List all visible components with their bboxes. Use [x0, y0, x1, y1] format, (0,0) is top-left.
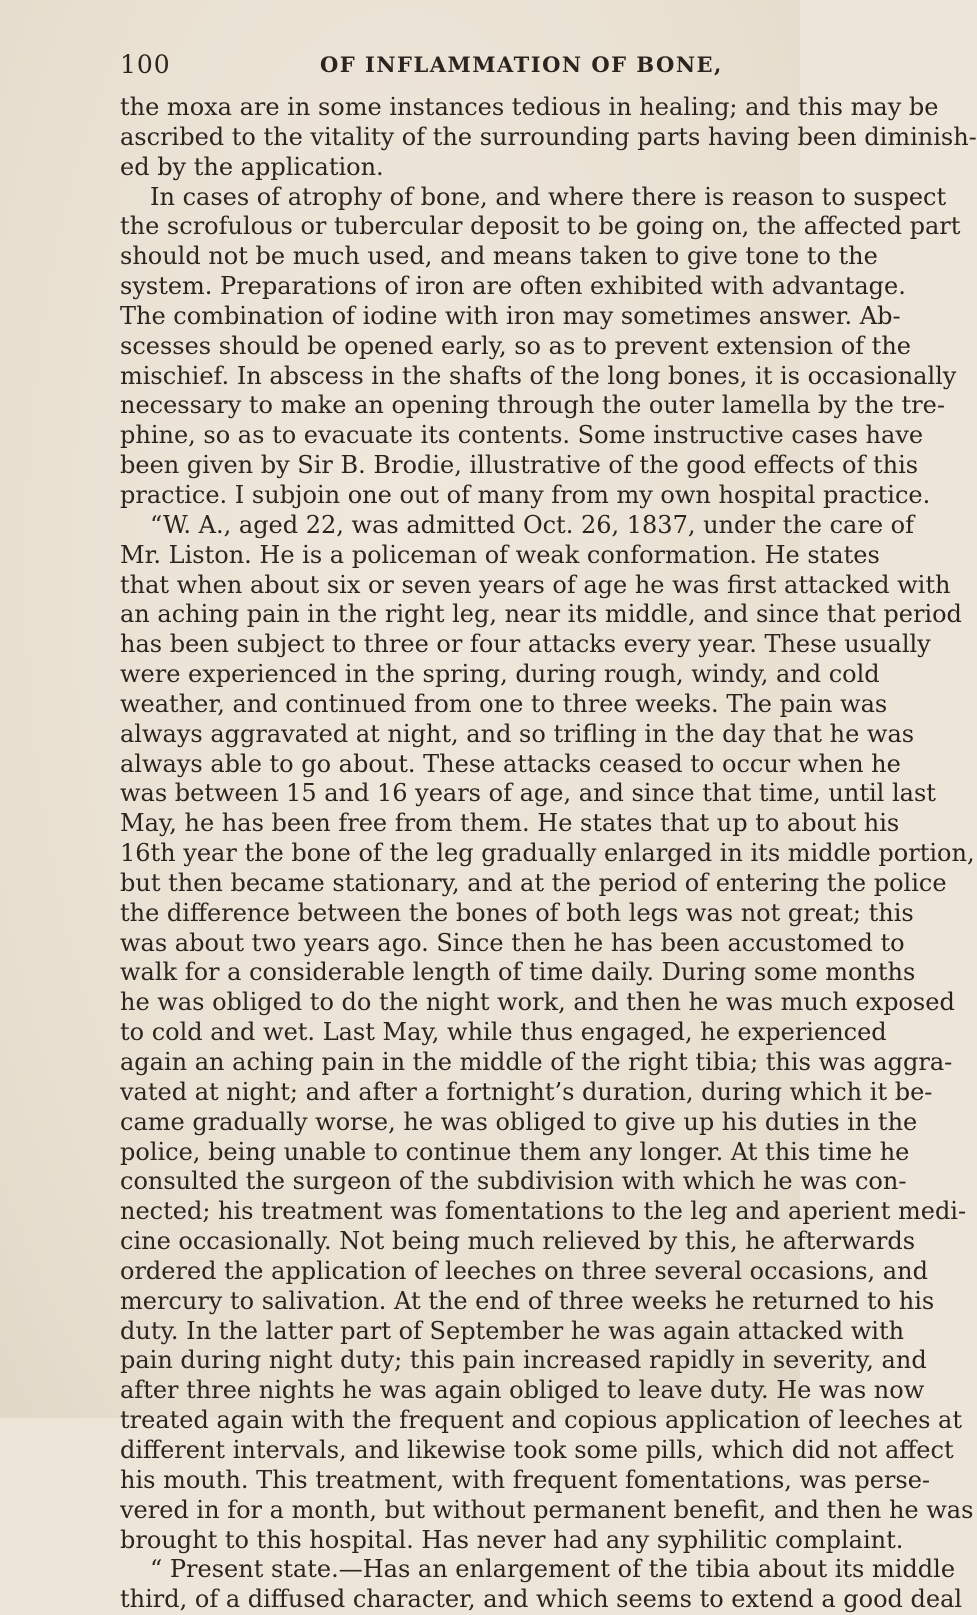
text-line: mercury to salivation. At the end of three weeks he returned to his: [120, 1286, 935, 1315]
text-line: ed by the application.: [120, 152, 384, 181]
text-line: he was obliged to do the night work, and then he was much exposed: [120, 988, 955, 1017]
text-line: was about two years ago. Since then he has been accustomed to: [120, 928, 905, 957]
text-line: vated at night; and after a fortnight’s duration, during which it be-: [120, 1077, 933, 1106]
text-line: been given by Sir B. Brodie, illustrative of the good effects of this: [120, 451, 919, 480]
text-line: ordered the application of leeches on three several occasions, and: [120, 1256, 928, 1285]
running-head: [120, 50, 740, 82]
text-line: May, he has been free from them. He states that up to about his: [120, 809, 900, 838]
text-line: “W. A., aged 22, was admitted Oct. 26, 1837, under the care of: [150, 510, 914, 539]
text-line: necessary to make an opening through the outer lamella by the tre-: [120, 391, 945, 420]
text-line: weather, and continued from one to three weeks. The pain was: [120, 689, 888, 718]
text-line: to cold and wet. Last May, while thus engaged, he experienced: [120, 1018, 887, 1047]
text-line: brought to this hospital. Has never had any syphilitic complaint.: [120, 1525, 904, 1554]
text-line: the difference between the bones of both legs was not great; this: [120, 898, 914, 927]
text-line: came gradually worse, he was obliged to give up his duties in the: [120, 1107, 918, 1136]
text-line: his mouth. This treatment, with frequent fomentations, was perse-: [120, 1465, 931, 1494]
text-line: police, being unable to continue them any longer. At this time he: [120, 1137, 910, 1166]
text-line: 16th year the bone of the leg gradually enlarged in its middle portion,: [120, 839, 975, 868]
text-line: practice. I subjoin one out of many from my own hospital practice.: [120, 480, 931, 509]
text-line: should not be much used, and means taken to give tone to the: [120, 242, 878, 271]
text-line: “ Present state.—Has an enlargement of the tibia about its middle: [150, 1555, 956, 1584]
text-line: the moxa are in some instances tedious in healing; and this may be: [120, 93, 939, 121]
text-line: always able to go about. These attacks ceased to occur when he: [120, 749, 901, 778]
text-line: In cases of atrophy of bone, and where there is reason to suspect: [150, 182, 947, 211]
text-line: after three nights he was again obliged to leave duty. He was now: [120, 1376, 925, 1405]
text-line: different intervals, and likewise took some pills, which did not affect: [120, 1435, 954, 1464]
page-number: 100: [120, 50, 171, 79]
text-line: scesses should be opened early, so as to prevent extension of the: [120, 331, 911, 360]
text-line: The combination of iodine with iron may sometimes answer. Ab-: [120, 301, 901, 330]
text-line: Mr. Liston. He is a policeman of weak conformation. He states: [120, 540, 880, 569]
text-line: phine, so as to evacuate its contents. Some instructive cases have: [120, 421, 924, 450]
text-line: were experienced in the spring, during rough, windy, and cold: [120, 660, 880, 689]
text-line: consulted the surgeon of the subdivision with which he was con-: [120, 1167, 907, 1196]
text-line: vered in for a month, but without permanent benefit, and then he was: [120, 1495, 974, 1524]
text-line: was between 15 and 16 years of age, and since that time, until last: [120, 779, 936, 808]
text-line: mischief. In abscess in the shafts of the long bones, it is occasionally: [120, 361, 957, 390]
text-line: pain during night duty; this pain increased rapidly in severity, and: [120, 1346, 927, 1375]
text-line: ascribed to the vitality of the surrounding parts having been diminish-: [120, 122, 977, 151]
text-line: treated again with the frequent and copious application of leeches at: [120, 1406, 962, 1435]
text-line: always aggravated at night, and so trifling in the day that he was: [120, 719, 915, 748]
text-line: again an aching pain in the middle of the right tibia; this was aggra-: [120, 1048, 953, 1076]
text-line: nected; his treatment was fomentations to the leg and aperient medi-: [120, 1197, 967, 1226]
text-line: an aching pain in the right leg, near its middle, and since that period: [120, 600, 962, 629]
text-line: walk for a considerable length of time daily. During some months: [120, 958, 916, 987]
text-line: the scrofulous or tubercular deposit to be going on, the affected part: [120, 212, 961, 241]
text-line: has been subject to three or four attacks every year. These usually: [120, 630, 931, 659]
text-line: but then became stationary, and at the period of entering the police: [120, 868, 947, 897]
running-title: OF INFLAMMATION OF BONE,: [320, 52, 723, 77]
body-text: [120, 93, 977, 1615]
text-line: third, of a diffused character, and which seems to extend a good deal: [120, 1585, 963, 1614]
text-line: duty. In the latter part of September he was again attacked with: [120, 1316, 905, 1345]
text-line: cine occasionally. Not being much relieved by this, he afterwards: [120, 1227, 916, 1256]
text-line: system. Preparations of iron are often exhibited with advantage.: [120, 272, 906, 301]
text-line: that when about six or seven years of age he was first attacked with: [120, 570, 951, 599]
